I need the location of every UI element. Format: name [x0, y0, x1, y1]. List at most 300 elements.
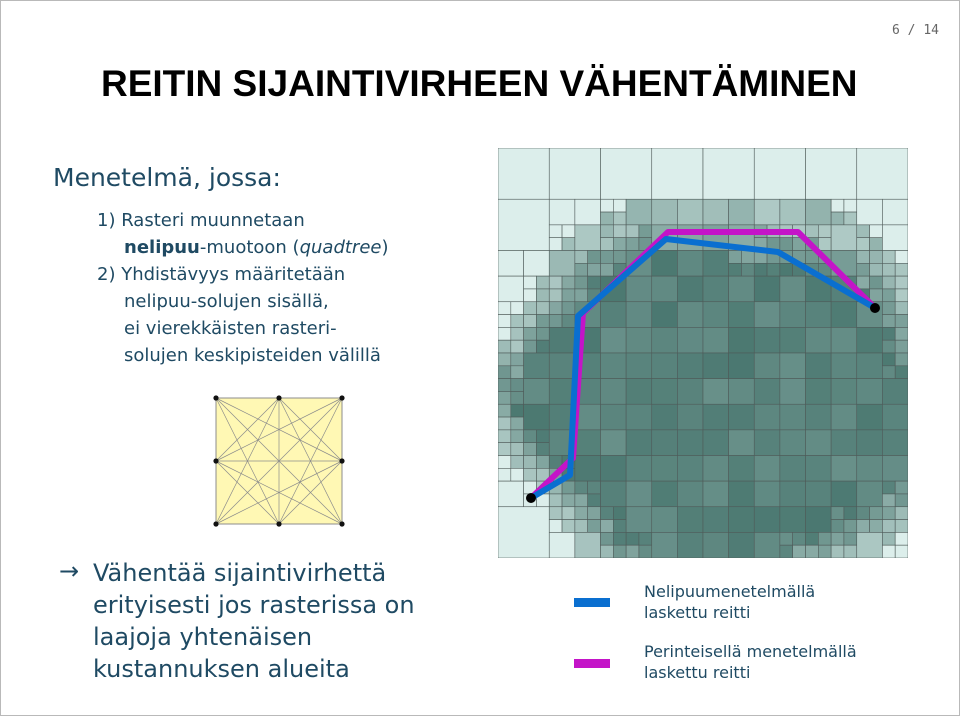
quadtree-cells [498, 148, 908, 558]
grid-cell [895, 327, 908, 340]
grid-cell [498, 507, 549, 558]
grid-cell [626, 238, 639, 251]
grid-cell [524, 327, 537, 340]
grid-cell [780, 507, 806, 533]
step-1-mid: -muotoon ( [199, 237, 300, 258]
grid-cell [780, 404, 806, 430]
grid-cell [882, 494, 895, 507]
grid-cell [780, 327, 806, 353]
grid-cell [524, 404, 550, 430]
grid-cell [677, 430, 703, 456]
grid-cell [562, 481, 575, 494]
grid-cell [677, 481, 703, 507]
grid-cell [780, 456, 806, 482]
grid-cell [536, 327, 549, 340]
grid-cell [613, 520, 626, 533]
grid-cell [882, 315, 895, 328]
grid-cell [511, 404, 524, 417]
grid-cell [857, 456, 883, 482]
quadtree-map [498, 148, 908, 558]
legend-quadtree-line-2: laskettu reitti [644, 603, 751, 622]
grid-cell [831, 404, 857, 430]
grid-cell [536, 443, 549, 456]
grid-cell [652, 199, 678, 225]
grid-cell [831, 507, 844, 520]
grid-cell [895, 507, 908, 520]
grid-cell [626, 353, 652, 379]
grid-cell [882, 404, 908, 430]
grid-cell [729, 481, 755, 507]
grid-cell [806, 507, 832, 533]
grid-cell [677, 353, 703, 379]
grid-cell [870, 289, 883, 302]
grid-cell [498, 366, 511, 379]
grid-cell [844, 199, 857, 212]
grid-cell [575, 507, 588, 520]
grid-cell [831, 545, 844, 558]
grid-cell [780, 276, 806, 302]
grid-cell [754, 456, 780, 482]
grid-cell [754, 199, 780, 225]
grid-cell [588, 263, 601, 276]
grid-cell [549, 507, 562, 520]
grid-cell [575, 225, 601, 251]
grid-cell [729, 353, 755, 379]
grid-cell [562, 238, 575, 251]
grid-cell [549, 289, 562, 302]
grid-cell [601, 251, 614, 264]
grid-cell [729, 532, 755, 558]
grid-cell [588, 251, 601, 264]
grid-cell [498, 391, 511, 404]
grid-cell [870, 276, 883, 289]
legend-traditional-line-1: Perinteisellä menetelmällä [644, 642, 857, 661]
method-steps [97, 207, 389, 369]
grid-cell [524, 315, 537, 328]
conclusion-line-1: Vähentää sijaintivirhettä [93, 559, 387, 587]
grid-cell [895, 520, 908, 533]
grid-cell [626, 507, 652, 533]
grid-cell [524, 353, 550, 379]
grid-cell [677, 302, 703, 328]
grid-cell [562, 302, 575, 315]
grid-cell [524, 251, 550, 277]
grid-cell [613, 238, 626, 251]
grid-cell [857, 199, 883, 225]
grid-cell [575, 430, 601, 456]
grid-cell [524, 468, 537, 481]
grid-cell [882, 225, 908, 251]
grid-cell [895, 494, 908, 507]
intro-text: Menetelmä, jossa: [53, 163, 281, 192]
grid-cell [626, 225, 639, 238]
grid-cell [882, 481, 895, 494]
perimeter-node [339, 395, 344, 400]
grid-cell [793, 532, 806, 545]
grid-cell [601, 430, 627, 456]
grid-cell [857, 327, 883, 353]
grid-cell [882, 532, 895, 545]
grid-cell [870, 263, 883, 276]
grid-cell [549, 225, 562, 238]
grid-cell [818, 225, 831, 238]
grid-cell [780, 199, 806, 225]
grid-cell [575, 289, 588, 302]
grid-cell [549, 276, 562, 289]
grid-cell [895, 276, 908, 289]
grid-cell [895, 532, 908, 545]
grid-cell [626, 276, 652, 302]
grid-cell [601, 404, 627, 430]
grid-cell [831, 225, 857, 251]
grid-cell [677, 199, 703, 225]
grid-cell [806, 199, 832, 225]
step-1-italic: quadtree [299, 237, 382, 258]
grid-cell [895, 353, 908, 366]
grid-cell [882, 302, 895, 315]
grid-cell [498, 468, 511, 481]
grid-cell [729, 327, 755, 353]
grid-cell [652, 251, 678, 277]
step-2-line-1: 2) Yhdistävyys määritetään [97, 264, 346, 285]
grid-cell [677, 507, 703, 533]
grid-cell [652, 404, 678, 430]
perimeter-node [339, 458, 344, 463]
grid-cell [844, 520, 857, 533]
grid-cell [882, 520, 895, 533]
grid-cell [575, 199, 601, 225]
grid-cell [524, 443, 537, 456]
grid-cell [780, 353, 806, 379]
grid-cell [511, 391, 524, 404]
perimeter-node [213, 458, 218, 463]
grid-cell [729, 302, 755, 328]
grid-cell [498, 353, 511, 366]
grid-cell [626, 327, 652, 353]
grid-cell [831, 379, 857, 405]
grid-cell [652, 379, 678, 405]
grid-cell [498, 327, 511, 340]
grid-cell [549, 532, 575, 558]
grid-cell [703, 276, 729, 302]
grid-cell [831, 456, 857, 482]
grid-cell [754, 276, 780, 302]
arrow-icon: → [59, 557, 80, 585]
grid-cell [498, 430, 511, 443]
grid-cell [524, 276, 537, 289]
grid-cell [601, 263, 614, 276]
grid-cell [575, 520, 588, 533]
cell-connectivity-diagram [206, 389, 356, 534]
legend-traditional-line-2: laskettu reitti [644, 663, 751, 682]
grid-cell [754, 481, 780, 507]
grid-cell [524, 340, 537, 353]
grid-cell [549, 148, 600, 199]
grid-cell [780, 532, 793, 545]
grid-cell [806, 302, 832, 328]
grid-cell [754, 148, 805, 199]
grid-cell [524, 456, 537, 469]
grid-cell [754, 302, 780, 328]
grid-cell [703, 379, 729, 405]
grid-cell [575, 251, 588, 264]
grid-cell [588, 276, 601, 289]
grid-cell [652, 276, 678, 302]
grid-cell [895, 302, 908, 315]
grid-cell [639, 225, 652, 238]
grid-cell [613, 225, 626, 238]
grid-cell [498, 148, 549, 199]
grid-cell [601, 302, 627, 328]
grid-cell [780, 379, 806, 405]
grid-cell [613, 507, 626, 520]
grid-cell [601, 199, 614, 212]
grid-cell [767, 263, 780, 276]
grid-cell [677, 225, 703, 251]
grid-cell [754, 263, 767, 276]
grid-cell [652, 481, 678, 507]
route-end-point [870, 303, 880, 313]
step-1-end: ) [381, 237, 389, 258]
grid-cell [882, 327, 895, 340]
grid-cell [652, 456, 678, 482]
grid-cell [729, 507, 755, 533]
grid-cell [498, 379, 511, 392]
grid-cell [806, 532, 819, 545]
grid-cell [703, 353, 729, 379]
grid-cell [677, 379, 703, 405]
grid-cell [601, 520, 614, 533]
grid-cell [754, 379, 780, 405]
grid-cell [806, 430, 832, 456]
grid-cell [511, 366, 524, 379]
grid-cell [626, 481, 652, 507]
grid-cell [831, 327, 857, 353]
step-1-bold: nelipuu [124, 237, 200, 258]
grid-cell [857, 238, 870, 251]
grid-cell [601, 379, 627, 405]
grid-cell [741, 251, 754, 264]
grid-cell [857, 520, 870, 533]
grid-cell [575, 494, 588, 507]
grid-cell [870, 251, 883, 264]
grid-cell [549, 302, 562, 315]
grid-cell [703, 251, 729, 277]
grid-cell [857, 225, 870, 238]
grid-cell [601, 327, 627, 353]
grid-cell [703, 481, 729, 507]
grid-cell [857, 251, 870, 264]
grid-cell [626, 302, 652, 328]
grid-cell [882, 545, 895, 558]
grid-cell [806, 545, 819, 558]
grid-cell [652, 532, 678, 558]
grid-cell [549, 494, 562, 507]
grid-cell [857, 430, 883, 456]
grid-cell [895, 251, 908, 264]
grid-cell [895, 340, 908, 353]
grid-cell [652, 507, 678, 533]
grid-cell [626, 456, 652, 482]
grid-cell [703, 430, 729, 456]
grid-cell [818, 532, 831, 545]
perimeter-node [213, 395, 218, 400]
grid-cell [754, 507, 780, 533]
slide-title: REITIN SIJAINTIVIRHEEN VÄHENTÄMINEN [101, 63, 858, 104]
grid-cell [703, 404, 729, 430]
grid-cell [511, 430, 524, 443]
grid-cell [562, 289, 575, 302]
grid-cell [895, 481, 908, 494]
grid-cell [626, 404, 652, 430]
grid-cell [601, 353, 627, 379]
grid-cell [498, 302, 511, 315]
grid-cell [703, 532, 729, 558]
grid-cell [857, 353, 883, 379]
grid-cell [882, 276, 895, 289]
grid-cell [562, 225, 575, 238]
grid-cell [511, 353, 524, 366]
grid-cell [754, 353, 780, 379]
grid-cell [601, 225, 614, 238]
step-1-line-2 [97, 234, 389, 261]
grid-cell [703, 148, 754, 199]
grid-cell [831, 430, 857, 456]
grid-cell [575, 481, 588, 494]
grid-cell [652, 430, 678, 456]
grid-cell [857, 532, 883, 558]
grid-cell [652, 148, 703, 199]
grid-cell [806, 225, 819, 238]
perimeter-node [276, 395, 281, 400]
grid-cell [754, 532, 780, 558]
grid-cell [536, 302, 549, 315]
grid-cell [895, 545, 908, 558]
grid-cell [882, 251, 895, 264]
grid-cell [831, 212, 844, 225]
grid-cell [524, 430, 537, 443]
grid-cell [613, 251, 626, 264]
grid-cell [882, 456, 908, 482]
grid-cell [588, 520, 601, 533]
grid-cell [626, 199, 652, 225]
grid-cell [626, 430, 652, 456]
grid-cell [882, 379, 908, 405]
grid-cell [498, 340, 511, 353]
grid-cell [882, 340, 895, 353]
grid-cell [831, 302, 857, 328]
grid-cell [895, 315, 908, 328]
grid-cell [575, 456, 601, 482]
grid-cell [729, 456, 755, 482]
grid-cell [524, 302, 537, 315]
grid-cell [754, 327, 780, 353]
grid-cell [818, 238, 831, 251]
grid-cell [549, 520, 562, 533]
grid-cell [511, 302, 524, 315]
grid-cell [626, 545, 639, 558]
grid-cell [511, 443, 524, 456]
grid-cell [536, 430, 549, 443]
conclusion-line-4: kustannuksen alueita [93, 655, 350, 683]
conclusion-line-3: laajoja yhtenäisen [93, 623, 313, 651]
grid-cell [677, 327, 703, 353]
grid-cell [601, 148, 652, 199]
grid-cell [536, 276, 549, 289]
grid-cell [588, 507, 601, 520]
grid-cell [549, 251, 575, 277]
step-1-line-1: 1) Rasteri muunnetaan [97, 210, 305, 231]
grid-cell [498, 481, 524, 507]
grid-cell [857, 148, 908, 199]
grid-cell [780, 481, 806, 507]
grid-cell [562, 315, 575, 328]
grid-cell [729, 251, 742, 264]
grid-cell [511, 456, 524, 469]
grid-cell [498, 251, 524, 277]
grid-cell [806, 148, 857, 199]
grid-cell [575, 276, 588, 289]
grid-cell [870, 520, 883, 533]
grid-cell [652, 353, 678, 379]
grid-cell [498, 199, 549, 250]
grid-cell [601, 481, 627, 507]
grid-cell [498, 417, 511, 430]
grid-cell [895, 366, 908, 379]
grid-cell [703, 302, 729, 328]
perimeter-node [213, 521, 218, 526]
grid-cell [780, 302, 806, 328]
grid-cell [882, 289, 895, 302]
legend-quadtree-line-1: Nelipuumenetelmällä [644, 582, 816, 601]
step-2-line-4: solujen keskipisteiden välillä [124, 345, 381, 366]
grid-cell [831, 199, 844, 212]
grid-cell [895, 289, 908, 302]
grid-cell [870, 238, 883, 251]
grid-cell [524, 289, 537, 302]
grid-cell [857, 507, 870, 520]
grid-cell [677, 404, 703, 430]
grid-cell [729, 276, 755, 302]
grid-cell [857, 404, 883, 430]
grid-cell [729, 404, 755, 430]
step-2-line-2: nelipuu-solujen sisällä, [124, 291, 329, 312]
grid-cell [882, 430, 908, 456]
grid-cell [652, 302, 678, 328]
grid-cell [703, 327, 729, 353]
page-number: 6 / 14 [892, 23, 939, 38]
legend-swatch-quadtree [574, 598, 610, 607]
grid-cell [677, 456, 703, 482]
grid-cell [870, 225, 883, 238]
grid-cell [511, 379, 524, 392]
grid-cell [729, 430, 755, 456]
grid-cell [626, 379, 652, 405]
grid-cell [677, 532, 703, 558]
grid-cell [549, 327, 575, 353]
grid-cell [806, 456, 832, 482]
grid-cell [806, 327, 832, 353]
grid-cell [639, 532, 652, 545]
grid-cell [575, 263, 588, 276]
grid-cell [844, 545, 857, 558]
grid-cell [549, 353, 575, 379]
grid-cell [562, 494, 575, 507]
perimeter-node [276, 521, 281, 526]
grid-cell [601, 212, 614, 225]
grid-cell [831, 481, 857, 507]
grid-cell [601, 238, 614, 251]
